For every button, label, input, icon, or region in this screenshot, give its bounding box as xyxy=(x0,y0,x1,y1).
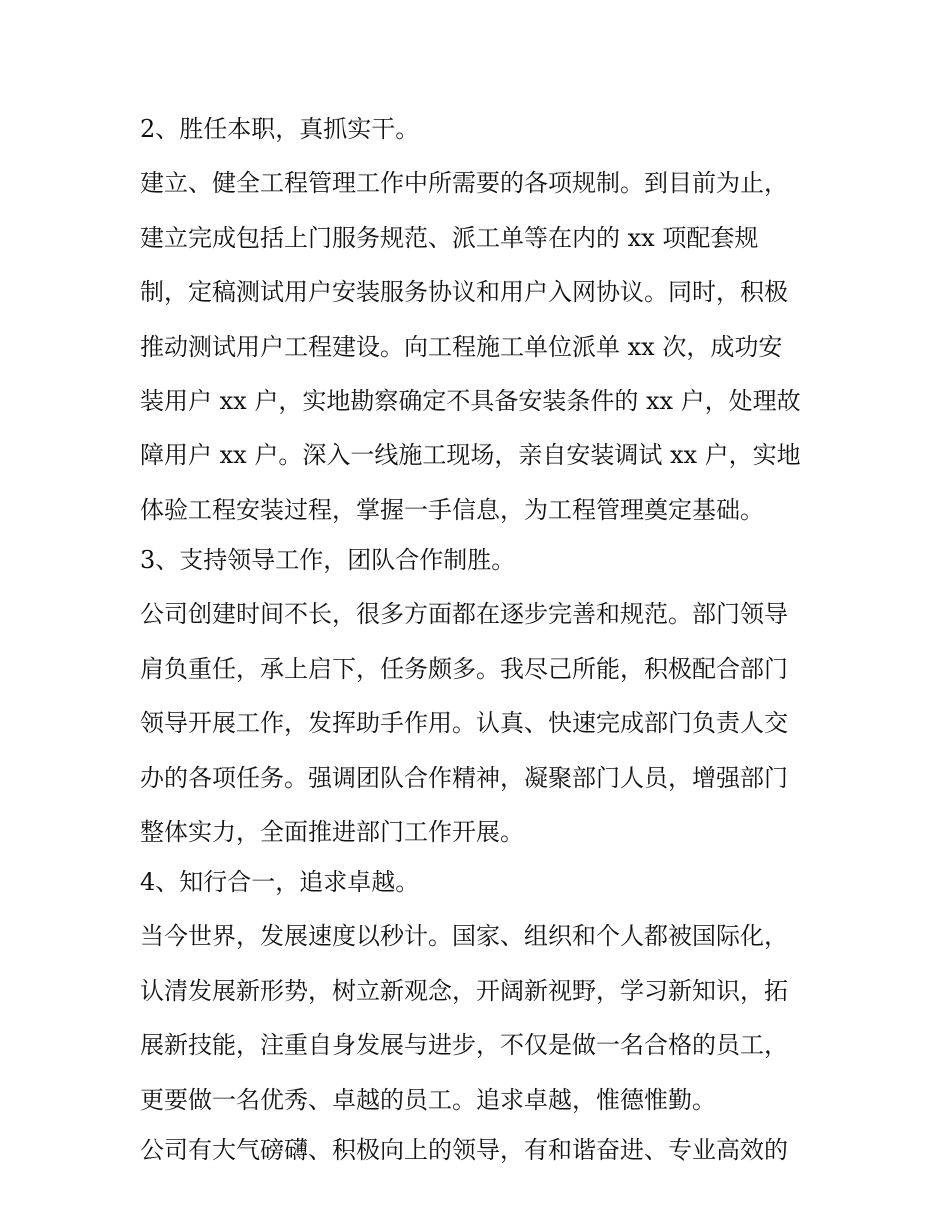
paragraph xyxy=(140,1133,820,1167)
paragraph-line: 更要做一名优秀、卓越的员工。追求卓越，惟德惟勤。 xyxy=(140,1086,716,1114)
paragraph-line: 装用户 xx 户，实地勘察确定不具备安装条件的 xx 户，处理故 xyxy=(140,387,801,415)
paragraph-line: 公司有大气磅礴、积极向上的领导，有和谐奋进、专业高效的 xyxy=(140,1136,788,1164)
paragraph xyxy=(140,597,820,849)
paragraph-line: 肩负重任，承上启下，任务颇多。我尽己所能，积极配合部门 xyxy=(140,655,788,683)
paragraph xyxy=(140,919,820,1117)
section-heading: 2、胜任本职，真抓实干。 xyxy=(140,115,420,143)
paragraph-line: 展新技能，注重自身发展与进步，不仅是做一名合格的员工， xyxy=(140,1031,788,1059)
paragraph-line: 障用户 xx 户。深入一线施工现场，亲自安装调试 xx 户，实地 xyxy=(140,441,801,469)
paragraph-line: 建立、健全工程管理工作中所需要的各项规制。到目前为止， xyxy=(140,169,788,197)
document-body xyxy=(140,112,820,1167)
paragraph-line: 当今世界，发展速度以秒计。国家、组织和个人都被国际化， xyxy=(140,922,788,950)
paragraph-line: 认清发展新形势，树立新观念，开阔新视野，学习新知识，拓 xyxy=(140,977,788,1005)
paragraph xyxy=(140,166,820,527)
paragraph-line: 推动测试用户工程建设。向工程施工单位派单 xx 次，成功安 xyxy=(140,333,783,361)
paragraph-line: 建立完成包括上门服务规范、派工单等在内的 xx 项配套规 xyxy=(140,224,759,252)
paragraph-line: 领导开展工作，发挥助手作用。认真、快速完成部门负责人交 xyxy=(140,709,788,737)
paragraph-line: 体验工程安装过程，掌握一手信息，为工程管理奠定基础。 xyxy=(140,496,764,524)
section-heading: 3、支持领导工作，团队合作制胜。 xyxy=(140,546,516,574)
paragraph-line: 办的各项任务。强调团队合作精神，凝聚部门人员，增强部门 xyxy=(140,764,788,792)
paragraph-line: 公司创建时间不长，很多方面都在逐步完善和规范。部门领导 xyxy=(140,600,788,628)
paragraph-line: 整体实力，全面推进部门工作开展。 xyxy=(140,818,524,846)
section-heading: 4、知行合一，追求卓越。 xyxy=(140,868,420,896)
paragraph-line: 制，定稿测试用户安装服务协议和用户入网协议。同时，积极 xyxy=(140,278,788,306)
